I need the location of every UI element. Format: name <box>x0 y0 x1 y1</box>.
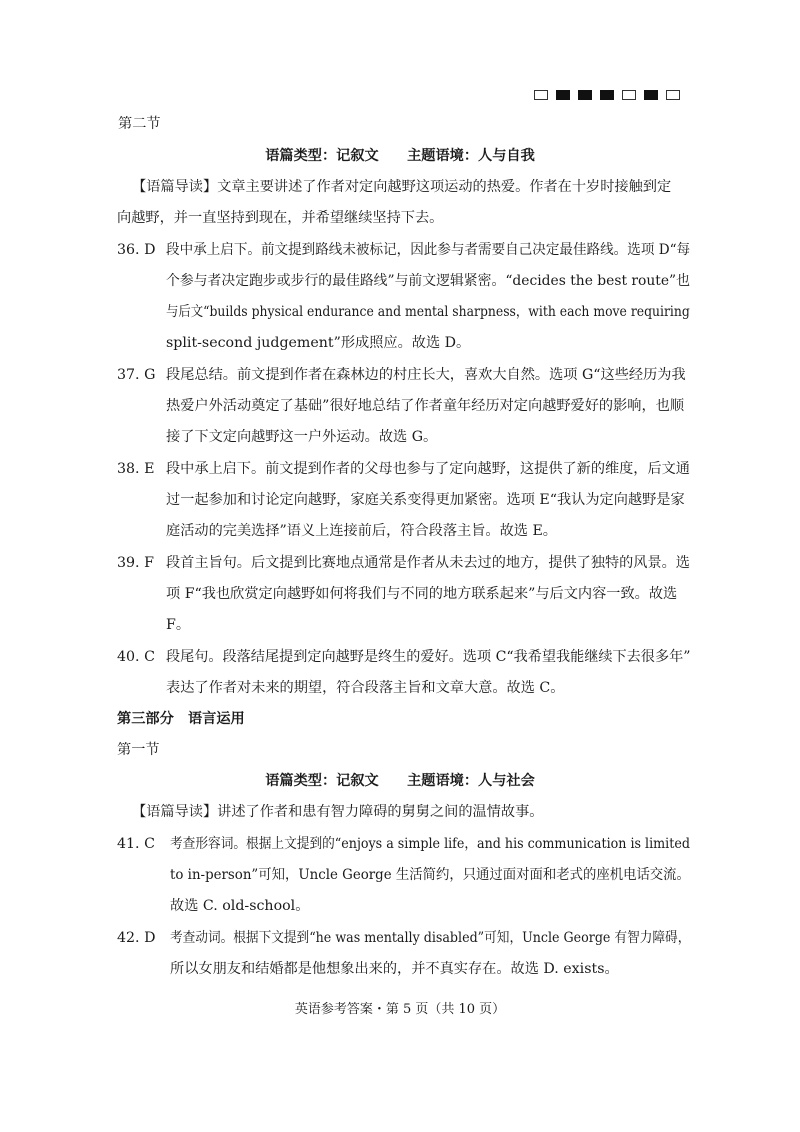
passage-type-line: 语篇类型：记叙文 主题语境：人与社会 <box>265 773 535 789</box>
answer-explanation-line: to in-person”可知，Uncle George 生活简约，只通过面对面和老式的座机电话交流。 <box>170 867 690 883</box>
answer-explanation-line: 个参与者决定跑步或步行的最佳路线”与前文逻辑紧密。“decides the best route”也 <box>166 273 690 289</box>
answer-explanation-line: 项 F“我也欣赏定向越野如何将我们与不同的地方联系起来”与后文内容一致。故选 <box>166 586 678 602</box>
section-title: 第一节 <box>117 742 160 758</box>
passage-intro-line: 向越野，并一直坚持到现在，并希望继续坚持下去。 <box>117 210 444 226</box>
answer-explanation-line: 段中承上启下。前文提到作者的父母也参与了定向越野，这提供了新的维度，后文通 <box>166 461 690 477</box>
answer-explanation-line: 接了下文定向越野这一户外运动。故选 G。 <box>166 429 438 445</box>
header-mark <box>556 90 570 100</box>
answer-explanation-line: 段首主旨句。后文提到比赛地点通常是作者从未去过的地方，提供了独特的风景。选 <box>166 555 690 571</box>
header-mark <box>578 90 592 100</box>
answer-explanation-line: 与后文“builds physical endurance and mental sharpness，with each move requiring <box>166 304 690 320</box>
passage-type-line: 语篇类型：记叙文 主题语境：人与自我 <box>265 148 535 164</box>
answer-number: 36. D <box>117 242 156 258</box>
answer-explanation-line: 过一起参加和讨论定向越野，家庭关系变得更加紧密。选项 E“我认为定向越野是家 <box>166 492 685 508</box>
header-mark <box>600 90 614 100</box>
answer-explanation-line: 热爱户外活动奠定了基础”很好地总结了作者童年经历对定向越野爱好的影响，也顺 <box>166 398 685 414</box>
answer-explanation-line: 庭活动的完美选择”语义上连接前后，符合段落主旨。故选 E。 <box>166 523 557 539</box>
answer-explanation-line: 考查形容词。根据上文提到的“enjoys a simple life，and his communication is limited <box>170 836 690 852</box>
header-marks <box>534 90 680 100</box>
answer-explanation-line: F。 <box>166 617 191 633</box>
answer-explanation-line: 考查动词。根据下文提到“he was mentally disabled”可知，Uncle George 有智力障碍， <box>170 930 691 946</box>
answer-explanation-line: split-second judgement”形成照应。故选 D。 <box>166 335 471 351</box>
answer-number: 37. G <box>117 367 156 383</box>
passage-intro-line: 【语篇导读】讲述了作者和患有智力障碍的舅舅之间的温情故事。 <box>132 804 544 820</box>
answer-explanation-line: 表达了作者对未来的期望，符合段落主旨和文章大意。故选 C。 <box>166 680 565 696</box>
answer-number: 38. E <box>117 461 155 477</box>
section-title: 第二节 <box>118 116 161 132</box>
answer-explanation-line: 段尾句。段落结尾提到定向越野是终生的爱好。选项 C“我希望我能继续下去很多年” <box>166 649 691 665</box>
answer-explanation-line: 所以女朋友和结婚都是他想象出来的，并不真实存在。故选 D. exists。 <box>170 961 619 977</box>
header-mark <box>622 90 636 100</box>
page-footer: 英语参考答案・第 5 页（共 10 页） <box>294 1002 506 1017</box>
passage-intro-line: 【语篇导读】文章主要讲述了作者对定向越野这项运动的热爱。作者在十岁时接触到定 <box>132 179 672 195</box>
answer-number: 39. F <box>117 555 154 571</box>
answer-explanation-line: 故选 C. old-school。 <box>170 898 310 914</box>
answer-number: 41. C <box>117 836 155 852</box>
header-mark <box>644 90 658 100</box>
answer-explanation-line: 段尾总结。前文提到作者在森林边的村庄长大，喜欢大自然。选项 G“这些经历为我 <box>166 367 686 383</box>
answer-explanation-line: 段中承上启下。前文提到路线未被标记，因此参与者需要自己决定最佳路线。选项 D“每 <box>166 242 691 258</box>
answer-number: 40. C <box>117 649 155 665</box>
part-title: 第三部分 语言运用 <box>117 711 245 727</box>
header-mark <box>534 90 548 100</box>
header-mark <box>666 90 680 100</box>
answer-number: 42. D <box>117 930 156 946</box>
